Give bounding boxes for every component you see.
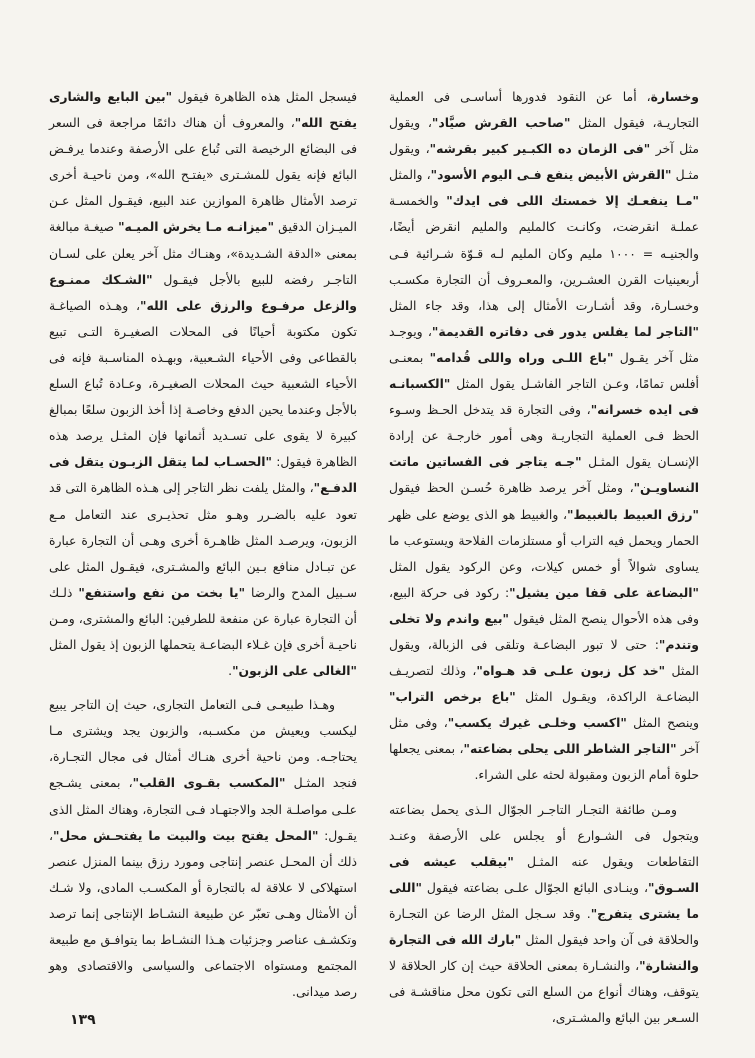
proverb-quote: "الشـكك ممنـوع والزعل مرفـوع والرزق على الله" (49, 271, 357, 313)
paragraph: ومـن طائفة التجـار التاجـر الجوّال الـذى يحمل بضاعته ويتجول فى الشـوارع أو يجلس على الأرصفة وعنـد التقاطعات ويقول عنه المثـل "بيقلب عيشه فى السـوق"، وينـادى البائع الجوّال علـى بضاعته فيقول "اللى ما يشترى يتفرج". وقد سـجل المثل الرضا عن التجـارة والحلاقة فى آن واحد فيقول المثل "بارك الله فى التجارة والنشارة"، والنشـارة بمعنى الحلاقة حيث إن كار الحلاقة لا يتوقف، وهناك أنواع من السلع التى تكون محل مناقشـة فى السـعر بين البائع والمشـترى، (389, 801, 700, 1026)
proverb-quote: "اكسب وخلـى غيرك يكسب" (447, 715, 627, 731)
proverb-quote: "المحل يفتح بيت والبيت ما يفتحـش محل" (53, 827, 319, 843)
proverb-quote: "الحسـاب لما يتقل الزبـون يتقل فى الدفـع" (49, 454, 357, 496)
proverb-quote: "صاحب القرش صيَّاد" (431, 115, 571, 131)
proverb-quote: "الكسبانـه فى ايده خسرانه" (389, 376, 699, 418)
proverb-quote: "فى الزمان ده الكبـير كبير بقرشه" (429, 141, 651, 157)
paragraph: فيسجل المثل هذه الظاهرة فيقول "بين البايع والشارى يفتح الله"، والمعروف أن هناك دائمًا مراجعة فى السعر فى البضائع الرخيصة التى تُباع على الأرصفة وعندما يرفـض البائع فإنه يقول للمشـترى «يفتـح الله»، ومن ناحيـة أخرى ترصد الأمثال ظاهرة الموازين عند البيع، فيقـول المثل عـن الميـزان الدقيق "ميزانـه مـا يخرش الميـه" صيغـة مبالغة بمعنى «الدقة الشـديدة»، وهنـاك مثل آخر يعلن على لسـان التاجـر رفضه للبيع بالأجل فيقـول "الشـكك ممنـوع والزعل مرفـوع والرزق على الله"، وهـذه الصياغـة تكون مكتوبة أحيانًا فى المحلات الصغيـرة التـى تبيع بالقطاعى وفى الأحياء الشـعبية، وبهـذه المناسـبة فإنه فى الأحياء الشعبية حيث المحلات الصغيـرة، وعـادة تُباع السلع بالأجل وعندما يحين الدفع وخاصـة إذا أخذ الزبون سلعًا بمبالغ كبيرة لا يقوى على تسـديد أثمانها فإن المثـل يرصد هذه الظاهرة فيقول: "الحسـاب لما يتقل الزبـون يتقل فى الدفـع"، والمثل يلفت نظر التاجر إلى هـذه الظاهرة التى قد تعود عليه بالضـرر وهـو مثل تحذيـرى عند التعامل مـع الزبون، ويرصـد المثل ظاهـرة أخرى وهـى أن التجارة عبارة عن تبـادل منافع بـين البائع والمشـترى، فيقـول المثل على سـبيل المدح والرضا "يا بخت من نفع واستنفع" ذلـك أن التجارة عبارة عن منفعة للطرفين: البائع والمشترى، ومـن ناحيـة أخرى فإن غـلاء البضاعـة يتحملها الزبون إذ يقول المثل "الغالى على الزبون". (49, 89, 358, 679)
proverb-quote: "باع برخص التراب" (389, 689, 516, 705)
paragraph: وخسارة، أما عن النقود فدورها أساسـى فى العملية التجاريـة، فيقول المثل "صاحب القرش صيَّاد"، ويقول مثل آخر "فى الزمان ده الكبـير كبير بقرشه"، ويقول مثـل "القرش الأبيض ينفع فـى اليوم الأسود"، والمثل "مـا ينفعـك إلا خمستك اللى فى ايدك" والخمسـة عملـة انقرضت، وكانـت كالمليم والمليم انقرض أيضًا، والجنيـه = ١٠٠٠ مليم وكان المليم لـه قـوّة شـرائية فـى أربعينيات القرن العشـرين، والمعـروف أن التجارة مكسـب وخسـارة، وقد أشـارت الأمثال إلى هذا، وقد جاء المثل "التاجر لما يفلس يدور فى دفاتره القديمة"، ويوجـد مثل آخر يقـول "باع اللـى وراه واللى قُدامه" بمعنـى أفلس تمامًا، وعـن التاجر الفاشـل يقول المثل "الكسبانـه فى ايده خسرانه"، وفى التجارة قد يتدخل الحـظ وسـوء الحظ فـى العملية التجاريـة وهى أمور خارجـة عن إرادة الإنسـان يقول المثـل "جـه يتاجر فى الفساتين ماتت النساويـن"، ومثل آخر يرصد ظاهرة حُسـن الحظ فيقول "رزق العبيط بالغبيط"، والغبيط هو الذى يوضع على ظهر الحمار ويحمل فيه التراب أو مستلزمات الفلاحة ويستوعب ما يساوى شوالاً أو خمس كيلات، وعن الركود يقول المثل "البضاعة على قفا مين يشيل": ركود فى حركة البيع، وفى هذه الأحوال ينصح المثل فيقول "بيع واندم ولا تخلى وتندم": حتى لا تبور البضاعـة وتلقى فى الزبالة، ويقول المثل "خد كل زبون علـى قد هـواه"، وذلك لتصريـف البضاعـة الراكدة، ويقـول المثل "باع برخص التراب" وينصح المثل "اكسب وخلـى غيرك يكسب"، وفى مثل آخر "التاجر الشاطر اللى يحلى بضاعته"، بمعنى يجعلها حلوة أمام الزبون ومقبولة لحثه على الشراء. (389, 89, 700, 783)
proverb-quote: "رزق العبيط بالغبيط" (567, 506, 699, 522)
proverb-quote: "الغالى على الزبون" (232, 663, 357, 679)
proverb-quote: "يا بخت من نفع واستنفع" (78, 584, 246, 600)
proverb-quote: "المكسب بقـوى القلب" (132, 775, 286, 791)
paragraph: وهـذا طبيعـى فـى التعامل التجارى، حيث إن التاجر يبيع ليكسب ويعيش من مكسـبه، والزبون يجد ويشترى مـا يحتاجـه. ومن ناحية أخرى هنـاك أمثال فى مجال التجـارة، فنجد المثـل "المكسب بقـوى القلب"، بمعنى يشـجع علـى مواصلـة الجد والاجتهـاد فـى التجارة، وهناك المثل الذى يقـول: "المحل يفتح بيت والبيت ما يفتحـش محل"، ذلك أن المحـل عنصر إنتاجى ومورد رزق بينما المنزل عنصر استهلاكى لا علاقة له بالتجارة أو المكسـب المادى، ولا شـك أن الأمثال وهـى تعبّر عن طبيعة النشـاط الإنتاجى إنما ترصد وتكشـف عناصر وجزئيات هـذا النشـاط بما يتوافـق مع طبيعة المجتمع ومستواه الاجتماعى والسياسى والاقتصادى وهو رصد ميدانى. (49, 697, 357, 1000)
proverb-quote: "بارك الله فى التجارة والنشارة" (389, 932, 699, 974)
proverb-quote: "التاجر الشاطر اللى يحلى بضاعته" (463, 741, 677, 757)
page-number: ١٣٩ (70, 1012, 96, 1028)
proverb-quote: "جـه يتاجر فى الفساتين ماتت النساويـن" (389, 454, 699, 496)
proverb-quote: "اللى ما يشترى يتفرج" (389, 879, 700, 921)
proverb-quote: "مـا ينفعـك إلا خمستك اللى فى ايدك" (446, 193, 700, 209)
proverb-quote: "خد كل زبون علـى قد هـواه" (476, 663, 666, 679)
proverb-quote: "باع اللـى وراه واللى قُدامه" (429, 349, 614, 365)
proverb-quote: "القرش الأبيض ينفع فـى اليوم الأسود" (430, 167, 672, 183)
text-column-right (389, 84, 699, 1039)
proverb-quote: "البضاعة على قفا مين يشيل" (509, 584, 699, 600)
proverb-quote: "بين البايع والشارى يفتح الله" (49, 89, 357, 131)
proverb-quote: "بيقلب عيشه فى السـوق" (389, 853, 699, 895)
proverb-quote: "التاجر لما يفلس يدور فى دفاتره القديمة" (431, 323, 699, 339)
proverb-quote: وخسارة (650, 89, 699, 104)
proverb-quote: "ميزانـه مـا يخرش الميـه" (118, 219, 275, 235)
proverb-quote: "بيع واندم ولا تخلى وتندم" (389, 610, 699, 652)
text-column-left (49, 84, 357, 1013)
